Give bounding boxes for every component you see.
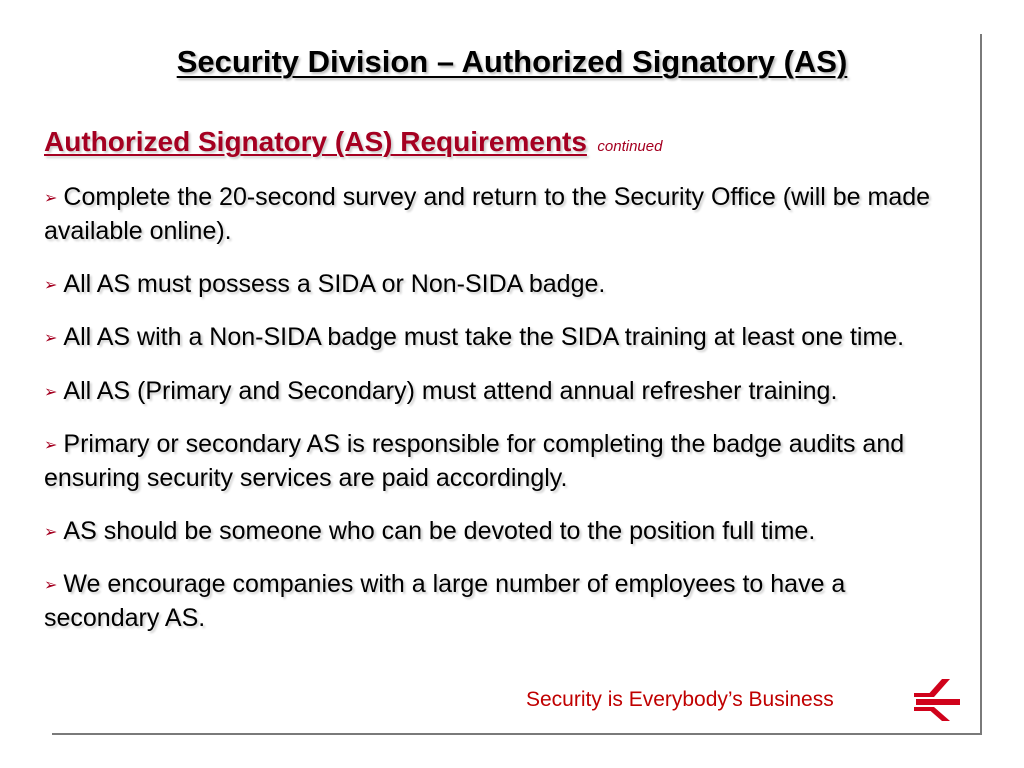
list-item-text: All AS (Primary and Secondary) must attend annual refresher training. (63, 376, 838, 405)
slide-border-bottom (52, 733, 982, 735)
footer-tagline: Security is Everybody’s Business (526, 688, 834, 711)
arrowhead-bullet-icon: ➢ (44, 577, 58, 594)
list-item-text: All AS must possess a SIDA or Non-SIDA badge. (63, 269, 606, 298)
list-item-text: We encourage companies with a large number of employees to have a secondary AS. (44, 570, 846, 632)
list-item-text: Primary or secondary AS is responsible for completing the badge audits and ensuring security services are paid accordingly. (44, 430, 905, 492)
list-item (44, 375, 949, 409)
list-item-text: Complete the 20-second survey and return to the Security Office (will be made available online). (44, 183, 931, 245)
slide-border-right (980, 34, 982, 734)
arrowhead-bullet-icon: ➢ (44, 190, 58, 207)
arrowhead-bullet-icon: ➢ (44, 276, 58, 294)
list-item (44, 268, 949, 302)
page-title: Security Division – Authorized Signatory (AS) (176, 44, 848, 79)
continued-note: continued (597, 138, 663, 155)
list-item (44, 428, 949, 495)
list-item (44, 181, 949, 248)
list-item (44, 568, 949, 635)
list-item-text: AS should be someone who can be devoted to the position full time. (63, 516, 816, 545)
arrowhead-bullet-icon: ➢ (44, 437, 58, 454)
arrowhead-bullet-icon: ➢ (44, 383, 58, 401)
airport-logo-icon (912, 677, 964, 721)
section-heading-text: Authorized Signatory (AS) Requirements (44, 126, 587, 157)
section-heading (44, 126, 662, 158)
list-item (44, 321, 949, 355)
arrowhead-bullet-icon: ➢ (44, 523, 58, 541)
list-item (44, 515, 949, 549)
requirements-list (44, 181, 949, 655)
list-item-text: All AS with a Non-SIDA badge must take the SIDA training at least one time. (63, 323, 905, 351)
arrowhead-bullet-icon: ➢ (44, 330, 58, 347)
